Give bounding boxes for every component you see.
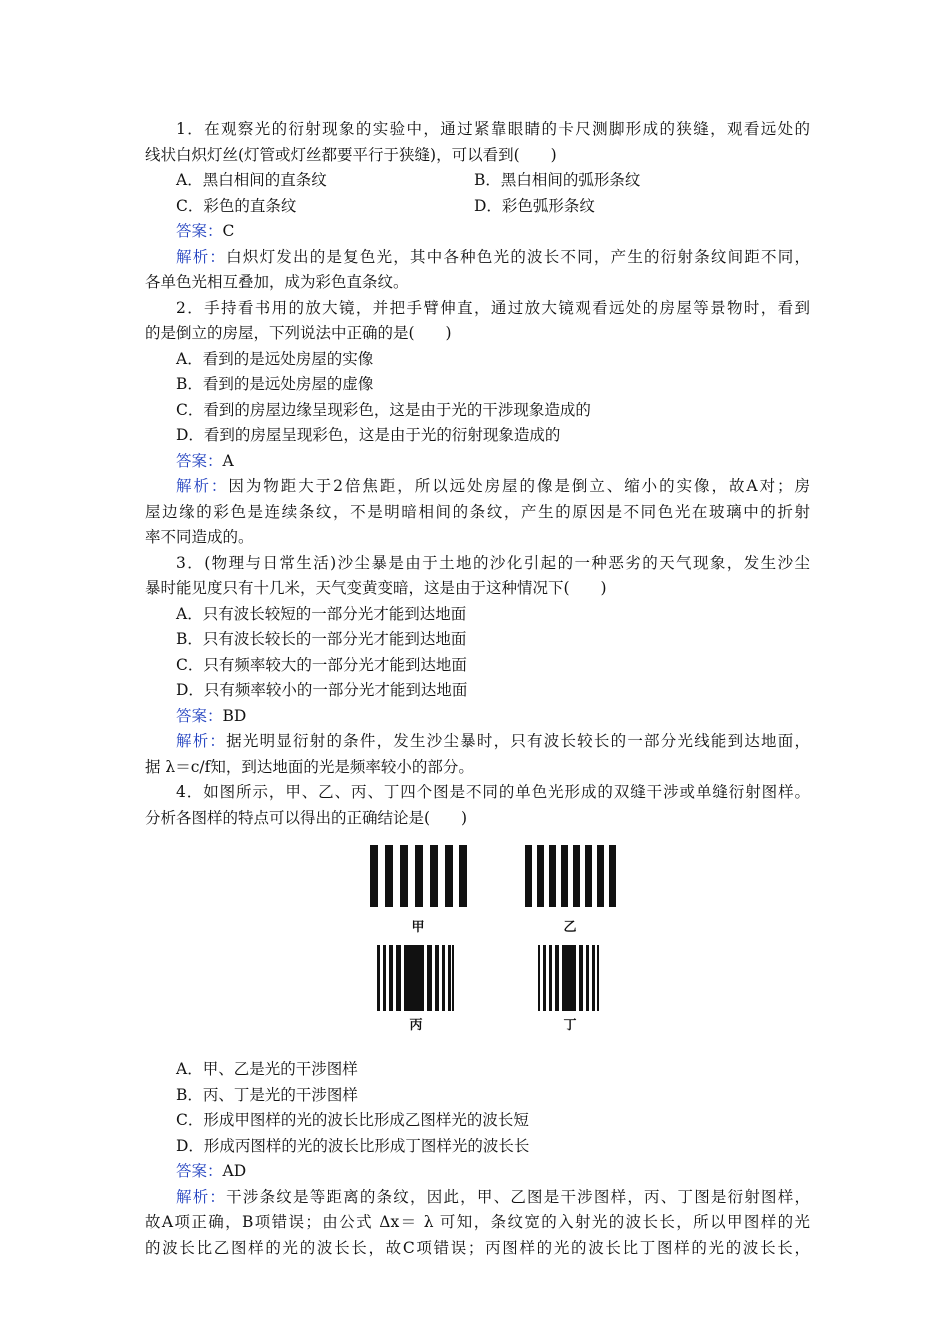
q3-option-b: B．只有波长较长的一部分光才能到达地面 (176, 630, 467, 648)
q4-stem-line1: 4．如图所示，甲、乙、丙、丁四个图是不同的单色光形成的双缝干涉或单缝衍射图样。 (176, 783, 810, 801)
fringe-bar (370, 845, 378, 907)
fringe-bar (573, 845, 580, 907)
fringe-bar (430, 845, 438, 907)
q1-stem-line2: 线状白炽灯丝(灯管或灯丝都要平行于狭缝)，可以看到( ) (145, 145, 557, 164)
fringe-bar (609, 845, 616, 907)
q1-option-d: D．彩色弧形条纹 (474, 196, 595, 215)
q2-analysis-text1: 因为物距大于2倍焦距，所以远处房屋的像是倒立、缩小的实像，故A对；房 (228, 477, 810, 495)
q2-option-d: D．看到的房屋呈现彩色，这是由于光的衍射现象造成的 (176, 426, 561, 444)
q4-option-b: B．丙、丁是光的干涉图样 (176, 1085, 358, 1104)
fringe-bar (389, 945, 393, 1011)
fringe-pattern-jia (370, 845, 467, 907)
q3-answer-label: 答案： (176, 706, 223, 725)
q4-stem-line2: 分析各图样的特点可以得出的正确结论是( ) (145, 808, 468, 827)
fringe-pattern-figure (145, 835, 810, 1055)
fringe-bar (400, 845, 408, 907)
q4-analysis-text1: 干涉条纹是等距离的条纹，因此，甲、乙图是干涉图样，丙、丁图是衍射图样， (226, 1187, 810, 1206)
fringe-bar (404, 945, 424, 1011)
fringe-bar (549, 845, 556, 907)
q4-answer-value: AD (222, 1162, 247, 1180)
q1-answer (145, 219, 810, 245)
q2-option-b: B．看到的是远处房屋的虚像 (176, 375, 374, 393)
fringe-bar (435, 945, 439, 1011)
q4-answer-label: 答案： (176, 1162, 223, 1180)
q2-stem-line1: 2．手持看书用的放大镜，并把手臂伸直，通过放大镜观看远处的房屋等景物时，看到 (176, 298, 810, 317)
q1-analysis-line1 (145, 245, 810, 271)
q2-stem-line2: 的是倒立的房屋，下列说法中正确的是( ) (145, 324, 452, 342)
q2-option-a: A．看到的是远处房屋的实像 (176, 349, 374, 368)
q4-analysis-label: 解析： (176, 1187, 227, 1206)
q3-analysis-line1 (145, 729, 810, 755)
fringe-bar (592, 945, 595, 1011)
q4-option-d: D．形成丙图样的光的波长比形成丁图样光的波长长 (176, 1136, 530, 1155)
fringe-bar (562, 945, 576, 1011)
fringe-bar (586, 945, 589, 1011)
fringe-bar (525, 845, 532, 907)
fringe-bar (442, 945, 445, 1011)
caption-jia: 甲 (411, 920, 425, 935)
q2-analysis-line2: 屋边缘的彩色是连续条纹，不是明暗相间的条纹，产生的原因是不同色光在玻璃中的折射 (145, 502, 810, 521)
fringe-bar (579, 945, 583, 1011)
q1-options-row2 (145, 194, 810, 220)
fringe-bar (377, 945, 380, 1011)
q3-analysis-text1: 据光明显衍射的条件，发生沙尘暴时，只有波长较长的一部分光线能到达地面， (226, 732, 810, 750)
q3-answer (145, 704, 810, 730)
fringe-bar (459, 845, 467, 907)
fringe-pattern-ding (538, 945, 600, 1011)
q3-analysis-line2: 据 λ＝c/f知，到达地面的光是频率较小的部分。 (145, 757, 474, 776)
q3-option-c: C．只有频率较大的一部分光才能到达地面 (176, 655, 467, 674)
fringe-pattern-yi (525, 845, 617, 907)
q1-analysis-text1: 白炽灯发出的是复色光，其中各种色光的波长不同，产生的衍射条纹间距不同， (226, 247, 810, 266)
q1-option-b: B．黑白相间的弧形条纹 (474, 171, 641, 189)
q1-analysis-label: 解析： (176, 247, 227, 266)
fringe-bar (396, 945, 401, 1011)
document-page (145, 117, 810, 1261)
q2-answer (145, 449, 810, 475)
q2-option-c: C．看到的房屋边缘呈现彩色，这是由于光的干涉现象造成的 (176, 400, 591, 419)
q1-answer-label: 答案： (176, 222, 223, 240)
fringe-bar (561, 845, 568, 907)
fringe-bar (383, 945, 386, 1011)
q4-option-c: C．形成甲图样的光的波长比形成乙图样光的波长短 (176, 1111, 529, 1129)
q4-analysis-line1 (145, 1185, 810, 1211)
q3-option-a: A．只有波长较短的一部分光才能到达地面 (176, 604, 467, 623)
fringe-bar (597, 945, 599, 1011)
caption-bing: 丙 (409, 1018, 423, 1033)
q3-option-d: D．只有频率较小的一部分光才能到达地面 (176, 681, 468, 699)
q4-analysis-line3: 的波长比乙图样的光的波长长，故C项错误；丙图样的光的波长比丁图样的光的波长长， (145, 1238, 810, 1257)
q1-option-a: A．黑白相间的直条纹 (176, 171, 327, 189)
q3-answer-value: BD (222, 706, 247, 725)
q2-answer-value: A (222, 451, 234, 470)
q4-option-a: A．甲、乙是光的干涉图样 (176, 1060, 358, 1078)
fringe-pattern-bing (377, 945, 454, 1011)
fringe-bar (585, 845, 592, 907)
q1-options-row1 (145, 168, 810, 194)
q1-option-c: C．彩色的直条纹 (176, 196, 297, 215)
fringe-bar (537, 845, 544, 907)
caption-yi: 乙 (563, 920, 577, 935)
fringe-bar (452, 945, 454, 1011)
fringe-bar (427, 945, 432, 1011)
fringe-bar (549, 945, 552, 1011)
q1-analysis-line2: 各单色光相互叠加，成为彩色直条纹。 (145, 273, 409, 291)
q4-answer (145, 1159, 810, 1185)
caption-ding: 丁 (563, 1018, 577, 1033)
q2-analysis-line3: 率不同造成的。 (145, 528, 254, 546)
q2-analysis-line1 (145, 474, 810, 500)
q2-analysis-label: 解析： (176, 477, 229, 495)
q3-analysis-label: 解析： (176, 732, 227, 750)
q3-stem-line2: 暴时能见度只有十几米，天气变黄变暗，这是由于这种情况下( ) (145, 579, 607, 597)
fringe-bar (415, 845, 423, 907)
fringe-bar (445, 845, 453, 907)
fringe-bar (448, 945, 451, 1011)
q1-stem-line1: 1．在观察光的衍射现象的实验中，通过紧靠眼睛的卡尺测脚形成的狭缝，观看远处的 (176, 120, 810, 138)
fringe-bar (543, 945, 546, 1011)
q2-answer-label: 答案： (176, 451, 223, 470)
fringe-bar (555, 945, 559, 1011)
q3-stem-line1: 3．(物理与日常生活)沙尘暴是由于土地的沙化引起的一种恶劣的天气现象，发生沙尘 (176, 553, 810, 572)
fringe-bar (597, 845, 604, 907)
q4-analysis-line2: 故A项正确，B项错误；由公式 Δx＝ λ 可知，条纹宽的入射光的波长长，所以甲图样的光 (145, 1213, 810, 1231)
q1-answer-value: C (222, 222, 235, 240)
fringe-bar (385, 845, 393, 907)
fringe-bar (538, 945, 540, 1011)
